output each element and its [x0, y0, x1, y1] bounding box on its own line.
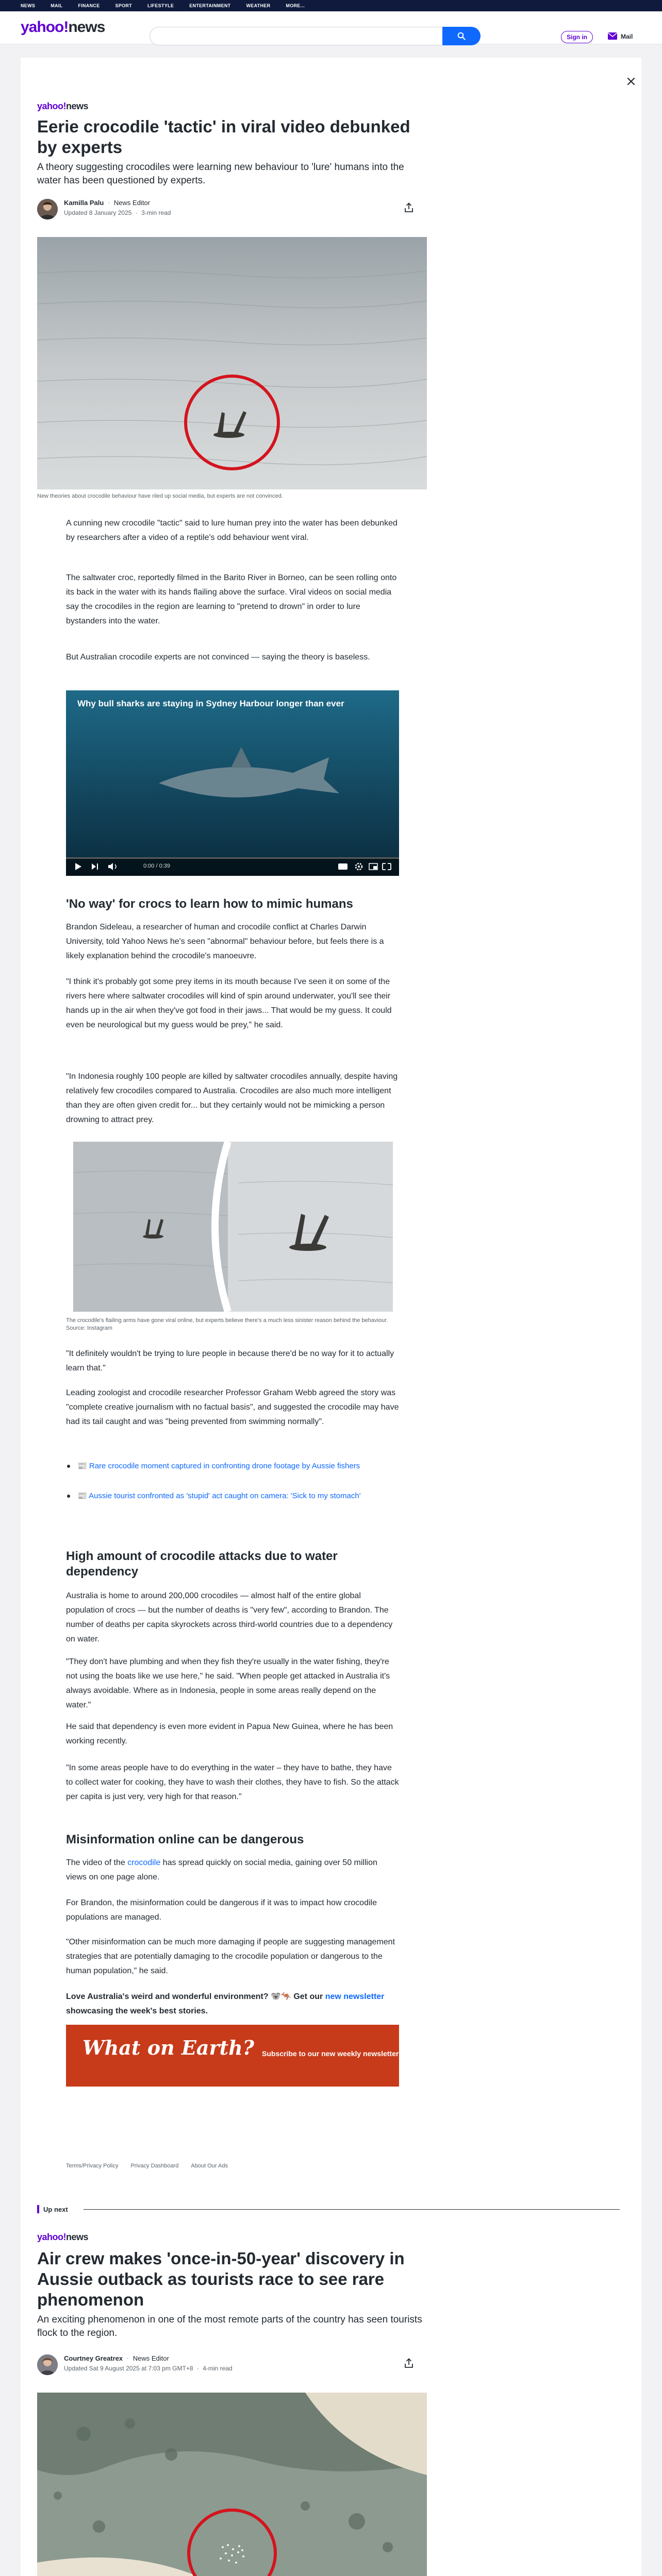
- hero-caption: New theories about crocodile behaviour have riled up social media, but experts are not convinced.: [37, 493, 283, 499]
- crocodile-comparison-image[interactable]: [73, 1142, 393, 1312]
- article-paragraph: Australia is home to around 200,000 crocodiles — almost half of the entire global population of crocs — but the number of deaths is "very few", according to Brandon. The number of deaths per capita skyrockets across third-world countries due to a dependency on water.: [66, 1591, 393, 1643]
- article-byline: [37, 197, 429, 223]
- upnext-author-avatar: [37, 2354, 58, 2375]
- close-icon: [626, 77, 636, 86]
- author-name-line: Kamilla Palu · News Editor: [64, 199, 150, 207]
- shark-video-frame: [66, 690, 399, 876]
- mail-icon[interactable]: [607, 32, 618, 40]
- upnext-author-role: News Editor: [133, 2354, 169, 2362]
- upnext-brand-news: news: [66, 2232, 89, 2242]
- bullet-icon: [67, 1495, 70, 1498]
- author-name[interactable]: Kamilla Palu: [64, 199, 104, 207]
- top-nav-item[interactable]: LIFESTYLE: [147, 3, 174, 8]
- site-header: [0, 11, 662, 44]
- crocodile-river-image: [37, 237, 427, 489]
- article-title: Eerie crocodile 'tactic' in viral video debunked by experts: [37, 117, 410, 157]
- article-paragraph: For Brandon, the misinformation could be dangerous if it was to impact how crocodile populations are managed.: [66, 1899, 377, 1922]
- sign-in-button[interactable]: Sign in: [561, 31, 593, 43]
- upnext-author-name-line: Courtney Greatrex · News Editor: [64, 2354, 169, 2362]
- article-paragraph: "I think it's probably got some prey items in its mouth because I've seen it on some of the rivers here where saltwater crocodiles will kind of spin around underwater, you'll see their hands up in the air when they've got food in their jaws... That would be my guess. It could even be neurological but my guess would be prey," he said.: [66, 977, 392, 1029]
- top-nav-item[interactable]: WEATHER: [246, 3, 271, 8]
- article-footer-links: [66, 2163, 228, 2169]
- upnext-date: Updated Sat 9 August 2025 at 7:03 pm GMT+8: [64, 2365, 193, 2372]
- up-next-marker: [37, 2205, 39, 2213]
- top-nav-item[interactable]: MORE...: [286, 3, 305, 8]
- article-paragraph: A cunning new crocodile "tactic" said to lure human prey into the water has been debunked by researchers after a video of a reptile's odd behaviour went viral.: [66, 519, 398, 542]
- top-nav-item[interactable]: ENTERTAINMENT: [189, 3, 231, 8]
- fullscreen-icon[interactable]: [383, 863, 391, 870]
- article-brand-news: news: [66, 101, 89, 111]
- paragraph-text: The video of the: [66, 1858, 128, 1867]
- up-next-divider: [37, 2204, 635, 2214]
- read-time: 3-min read: [141, 209, 171, 216]
- related-link[interactable]: 📰 Aussie tourist confronted as 'stupid' act caught on camera: 'Sick to my stomach': [77, 1490, 397, 1502]
- related-link-text[interactable]: Rare crocodile moment captured in confronting drone footage by Aussie fishers: [89, 1462, 360, 1470]
- article-paragraph: The saltwater croc, reportedly filmed in the Barito River in Borneo, can be seen rolling onto its back in the water with its hands flailing above the surface. Viral videos on social media say the crocodiles in the region are learning to "pretend to drown" in order to lure bystanders into the water.: [66, 573, 397, 625]
- article-date-line: Updated 8 January 2025 · 3-min read: [64, 209, 171, 216]
- bullet-icon: [67, 1465, 70, 1468]
- article-brand-yahoo: yahoo!: [37, 101, 67, 111]
- upnext-byline: [37, 2352, 429, 2378]
- settings-icon[interactable]: [356, 863, 362, 870]
- article-paragraph: "Other misinformation can be much more damaging if people are suggesting management strategies that are potentially damaging to the crocodile population or dangerous to the human population," he said.: [66, 1938, 395, 1975]
- play-icon[interactable]: [75, 863, 81, 870]
- related-link[interactable]: 📰 Rare crocodile moment captured in confronting drone footage by Aussie fishers: [77, 1460, 397, 1472]
- article-paragraph: [66, 1856, 399, 1885]
- up-next-rule: [84, 2209, 620, 2210]
- privacy-dashboard-link[interactable]: Privacy Dashboard: [130, 2163, 179, 2169]
- pip-icon[interactable]: [369, 863, 377, 870]
- top-nav-bar: [0, 0, 662, 11]
- article-paragraph: He said that dependency is even more evident in Papua New Guinea, where he has been working recently.: [66, 1722, 393, 1745]
- promo-headline: What on Earth?: [82, 2036, 254, 2059]
- author-role: News Editor: [113, 199, 150, 207]
- logo-section: news: [68, 19, 105, 36]
- newsletter-banner[interactable]: [66, 2025, 399, 2087]
- video-title: Why bull sharks are staying in Sydney Harbour longer than ever: [77, 699, 344, 708]
- upnext-author-name[interactable]: Courtney Greatrex: [64, 2354, 123, 2362]
- upnext-read-time: 4-min read: [203, 2365, 233, 2372]
- upnext-date-line: Updated Sat 9 August 2025 at 7:03 pm GMT+8 · 4-min read: [64, 2365, 233, 2372]
- paragraph-text: showcasing the week's best stories.: [66, 2007, 208, 2015]
- top-nav-list: [0, 0, 662, 11]
- image-caption: The crocodile's flailing arms have gone viral online, but experts believe there's a much less sinister reason behind the behaviour. Source: Instagram: [66, 1317, 388, 1331]
- author-avatar: [37, 199, 58, 219]
- article-subtitle: A theory suggesting crocodiles were learning new behaviour to 'lure' humans into the water has been questioned by experts.: [37, 162, 404, 186]
- article-date: Updated 8 January 2025: [64, 209, 132, 216]
- search-icon: [457, 32, 466, 40]
- section-heading: Misinformation online can be dangerous: [66, 1833, 304, 1846]
- search-input[interactable]: [150, 27, 443, 45]
- volume-icon[interactable]: [108, 863, 116, 870]
- top-nav-item[interactable]: FINANCE: [78, 3, 100, 8]
- promo-subline: Subscribe to our new weekly newsletter: [262, 2049, 399, 2058]
- article-brand: [37, 101, 88, 112]
- captions-icon[interactable]: [338, 863, 347, 870]
- next-icon[interactable]: [92, 863, 98, 870]
- hero-image[interactable]: [37, 237, 427, 489]
- up-next-label: Up next: [43, 2206, 68, 2213]
- top-nav-item[interactable]: NEWS: [21, 3, 36, 8]
- article-paragraph: "It definitely wouldn't be trying to lure people in because there'd be no way for it to actually learn that.": [66, 1349, 394, 1372]
- upnext-brand-yahoo: yahoo!: [37, 2232, 67, 2242]
- video-player[interactable]: [66, 690, 399, 876]
- mail-link[interactable]: Mail: [621, 33, 633, 40]
- article-paragraph: "In Indonesia roughly 100 people are killed by saltwater crocodiles annually, despite having relatively few crocodiles compared to Australia. Crocodiles are also much more intelligent than they are often given credit for... but they certainly would not be mimicking a person drowning to attract prey.: [66, 1072, 398, 1124]
- paragraph-text: has spread quickly on social media, gaining over 50 million views on one page alone.: [66, 1858, 377, 1882]
- video-controls: [66, 857, 399, 876]
- paragraph-text: Love Australia's weird and wonderful environment? 🐨🦘 Get our: [66, 1992, 325, 2001]
- top-nav-item[interactable]: MAIL: [51, 3, 63, 8]
- share-icon[interactable]: [403, 2358, 415, 2369]
- section-heading: 'No way' for crocs to learn how to mimic humans: [66, 897, 353, 911]
- upnext-hero-image[interactable]: [37, 2393, 427, 2576]
- section-heading: High amount of crocodile attacks due to water dependency: [66, 1549, 338, 1579]
- about-ads-link[interactable]: About Our Ads: [191, 2163, 228, 2169]
- yahoo-news-logo[interactable]: [21, 19, 105, 36]
- upnext-title[interactable]: Air crew makes 'once-in-50-year' discovery in Aussie outback as tourists race to see rare phenomenon: [37, 2249, 405, 2309]
- top-nav-item[interactable]: SPORT: [115, 3, 133, 8]
- article-paragraph: Brandon Sideleau, a researcher of human and crocodile conflict at Charles Darwin University, told Yahoo News he's seen "abnormal" behaviour before, but feels there is a likely explanation behind the crocodile's manoeuvre.: [66, 923, 384, 960]
- related-link-text[interactable]: Aussie tourist confronted as 'stupid' act caught on camera: 'Sick to my stomach': [89, 1492, 361, 1500]
- article-paragraph: "They don't have plumbing and when they fish they're usually in the water fishing, they're not using the boats like we use here," he said. "When people get attacked in Australia it's always avoidable. Where as in Indonesia, people in some areas really depend on the water.": [66, 1657, 390, 1709]
- logo-brand: yahoo!: [21, 19, 69, 36]
- search-button[interactable]: [442, 27, 481, 45]
- close-button[interactable]: [622, 72, 640, 91]
- video-time: 0:00 / 0:39: [143, 863, 170, 869]
- article-paragraph: "In some areas people have to do everything in the water – they have to bathe, they have to collect water for cooking, they have to wash their clothes, they have to fish. So the attack per capita is just very, very high for that reason.": [66, 1764, 399, 1801]
- article-paragraph: But Australian crocodile experts are not convinced — saying the theory is baseless.: [66, 653, 370, 662]
- terms-privacy-link[interactable]: Terms/Privacy Policy: [66, 2163, 119, 2169]
- article-paragraph: Leading zoologist and crocodile researcher Professor Graham Webb agreed the story was "complete creative journalism with no factual basis", and suggested the crocodile may have had its tail caught and was "being prevented from swimming normally".: [66, 1388, 399, 1426]
- crocodile-comparison-graphic: [73, 1142, 393, 1312]
- upnext-subtitle: An exciting phenomenon in one of the most remote parts of the country has seen tourists flock to the region.: [37, 2314, 422, 2338]
- share-icon[interactable]: [403, 202, 415, 213]
- lake-eyre-aerial-image: [37, 2393, 427, 2576]
- newsletter-promo-text: [66, 1990, 399, 2019]
- crocodile-link[interactable]: crocodile: [127, 1858, 161, 1867]
- upnext-brand: [37, 2232, 88, 2243]
- newsletter-link[interactable]: new newsletter: [325, 1992, 385, 2001]
